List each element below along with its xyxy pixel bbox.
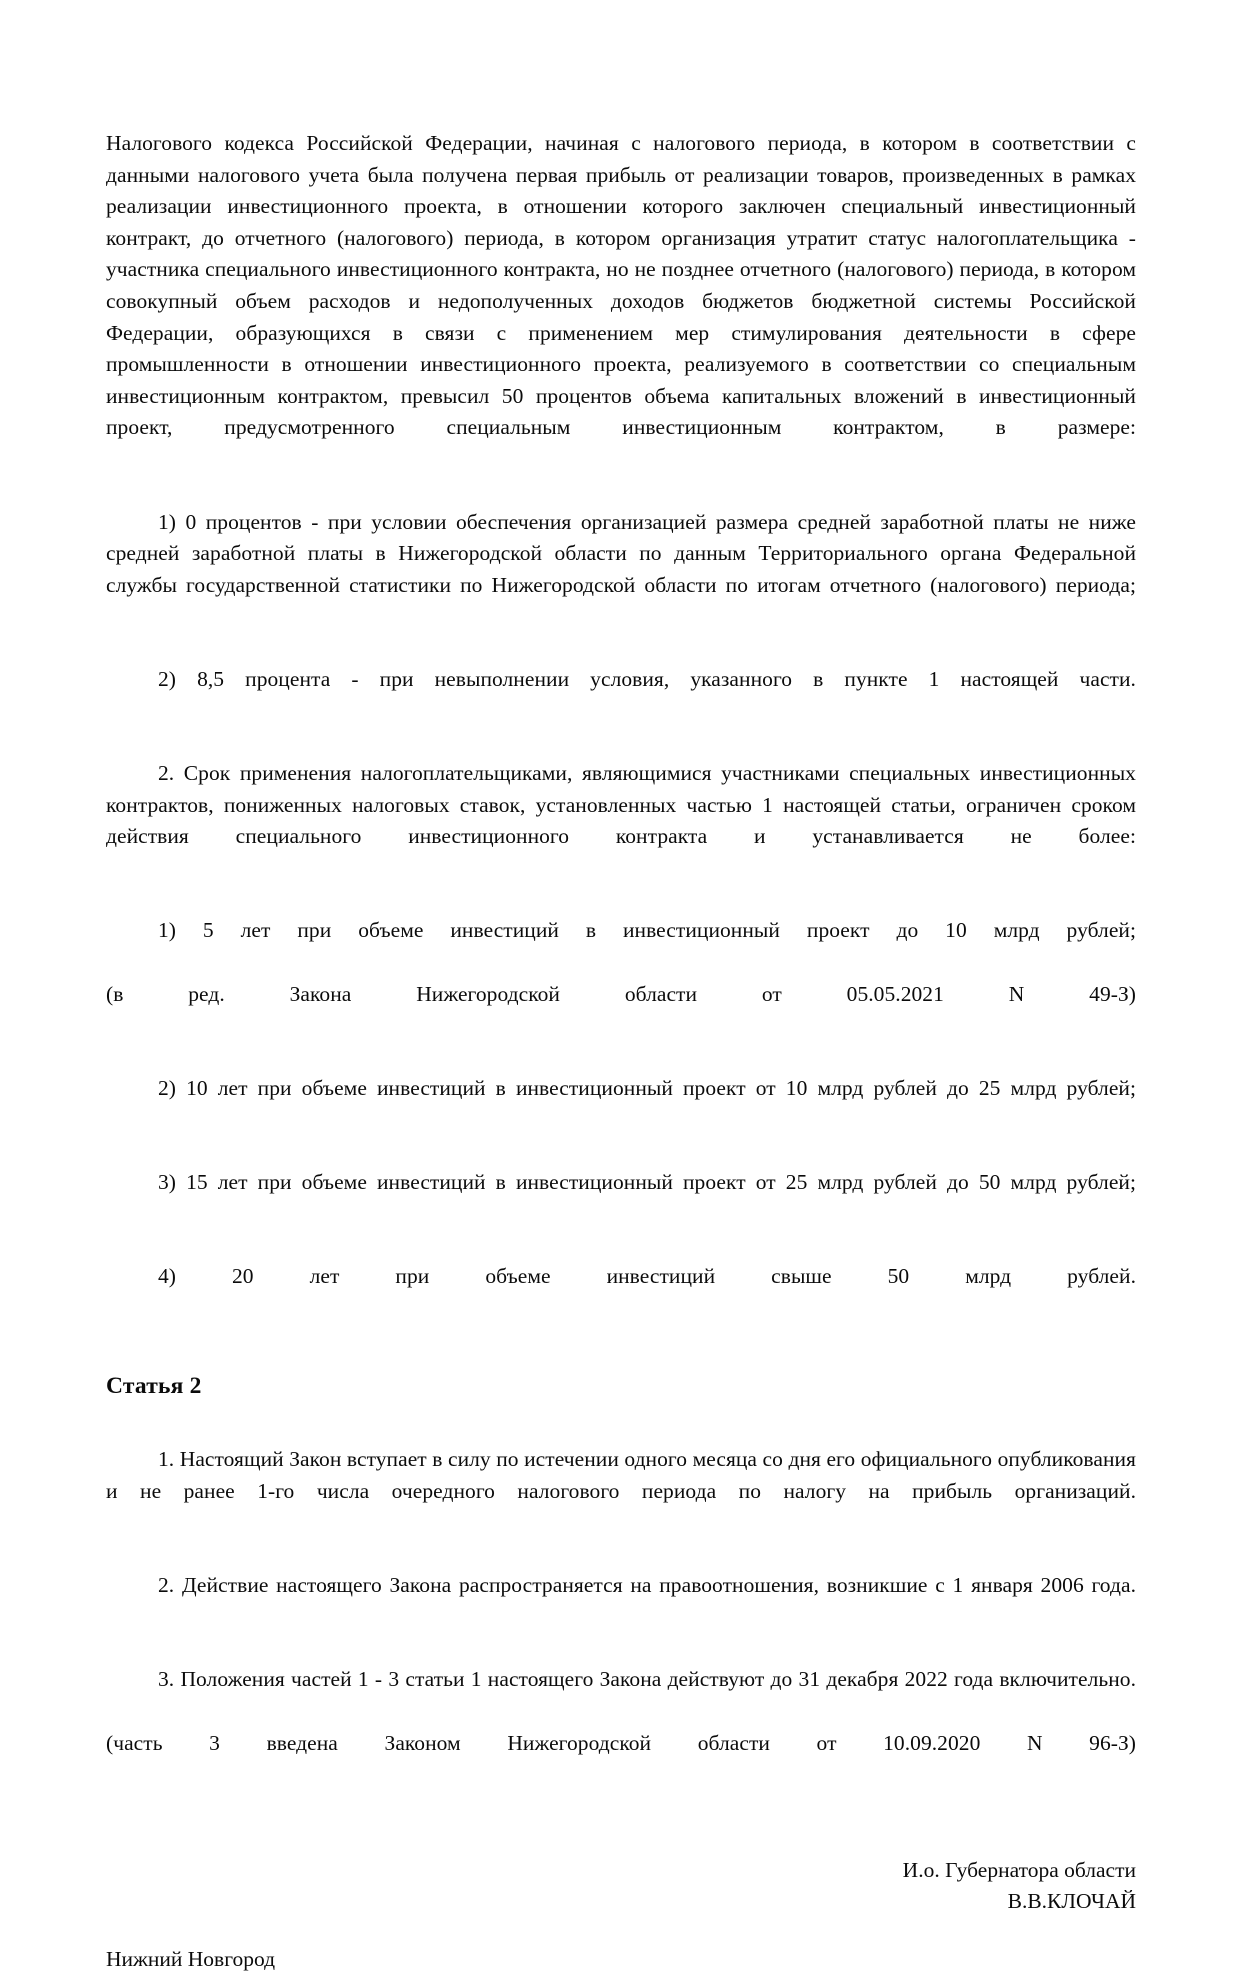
paragraph-spacer (106, 1042, 1136, 1073)
article-2-part-2: 2. Действие настоящего Закона распространяется на правоотношения, возникшие с 1 января 2006 года. (158, 1573, 1136, 1598)
list-item-part2-2: 2) 10 лет при объеме инвестиций в инвестиционный проект от 10 млрд рублей до 25 млрд рублей; (158, 1075, 1136, 1100)
list-item-part2-1: 1) 5 лет при объеме инвестиций в инвестиционный проект до 10 млрд рублей; (158, 918, 1136, 943)
paragraph-spacer (106, 1539, 1136, 1570)
paragraph-part-2-intro: 2. Срок применения налогоплательщиками, являющимися участниками специальных инвестиционных контрактов, пониженных налоговых ставок, установленных частью 1 настоящей статьи, ограничен сроком действия специального инвестиционного контракта и устанавливается не более: (106, 761, 1136, 849)
paragraph-spacer (106, 1136, 1136, 1167)
paragraph-spacer (106, 633, 1136, 664)
amendment-note-part2-1: (в ред. Закона Нижегородской области от 05.05.2021 N 49-З) (106, 981, 1136, 1006)
amendment-note-part-3: (часть 3 введена Законом Нижегородской области от 10.09.2020 N 96-З) (106, 1730, 1136, 1755)
signatory-name: В.В.КЛОЧАЙ (1007, 1889, 1136, 1914)
paragraph-spacer (106, 727, 1136, 758)
paragraph-spacer (106, 476, 1136, 507)
article-2-heading: Статья 2 (106, 1373, 202, 1400)
paragraph-spacer (106, 1230, 1136, 1261)
list-item-part1-2: 2) 8,5 процента - при невыполнении условия, указанного в пункте 1 настоящей части. (158, 666, 1136, 691)
paragraph-continuation: Налогового кодекса Российской Федерации, начиная с налогового периода, в котором в соответствии с данными налогового учета была получена первая прибыль от реализации товаров, произведенных в рамках реализации инвестиционного проекта, в отношении которого заключен специальный инвестиционный контракт, до отчетного (налогового) периода, в котором организация утратит статус налогоплательщика - участника специального инвестиционного контракта, но не позднее отчетного (налогового) периода, в котором совокупный объем расходов и недополученных доходов бюджетов бюджетной системы Российской Федерации, образующихся в связи с применением мер стимулирования деятельности в сфере промышленности в отношении инвестиционного проекта, реализуемого в соответствии со специальным инвестиционным контрактом, превысил 50 процентов объема капитальных вложений в инвестиционный проект, предусмотренного специальным инвестиционным контрактом, в размере: (106, 131, 1136, 440)
paragraph-spacer (106, 1633, 1136, 1664)
signatory-title: И.о. Губернатора области (902, 1857, 1136, 1882)
article-2-part-3: 3. Положения частей 1 - 3 статьи 1 настоящего Закона действуют до 31 декабря 2022 года включительно. (158, 1667, 1136, 1692)
place-of-signing: Нижний Новгород (106, 1946, 276, 1971)
list-item-part2-3: 3) 15 лет при объеме инвестиций в инвестиционный проект от 25 млрд рублей до 50 млрд рублей; (158, 1170, 1136, 1195)
list-item-part1-1: 1) 0 процентов - при условии обеспечения организацией размера средней заработной платы не ниже средней заработной платы в Нижегородской области по данным Территориального органа Федеральной службы государственной статистики по Нижегородской области по итогам отчетного (налогового) периода; (106, 509, 1136, 597)
signature-block (106, 1855, 1136, 1918)
paragraph-spacer (106, 884, 1136, 915)
list-item-part2-4: 4) 20 лет при объеме инвестиций свыше 50 млрд рублей. (158, 1264, 1136, 1289)
article-heading-wrapper (106, 1370, 1136, 1402)
document-body (106, 128, 1136, 1976)
article-2-part-1: 1. Настоящий Закон вступает в силу по истечении одного месяца со дня его официального опубликования и не ранее 1-го числа очередного налогового периода по налогу на прибыль организаций. (106, 1447, 1136, 1503)
